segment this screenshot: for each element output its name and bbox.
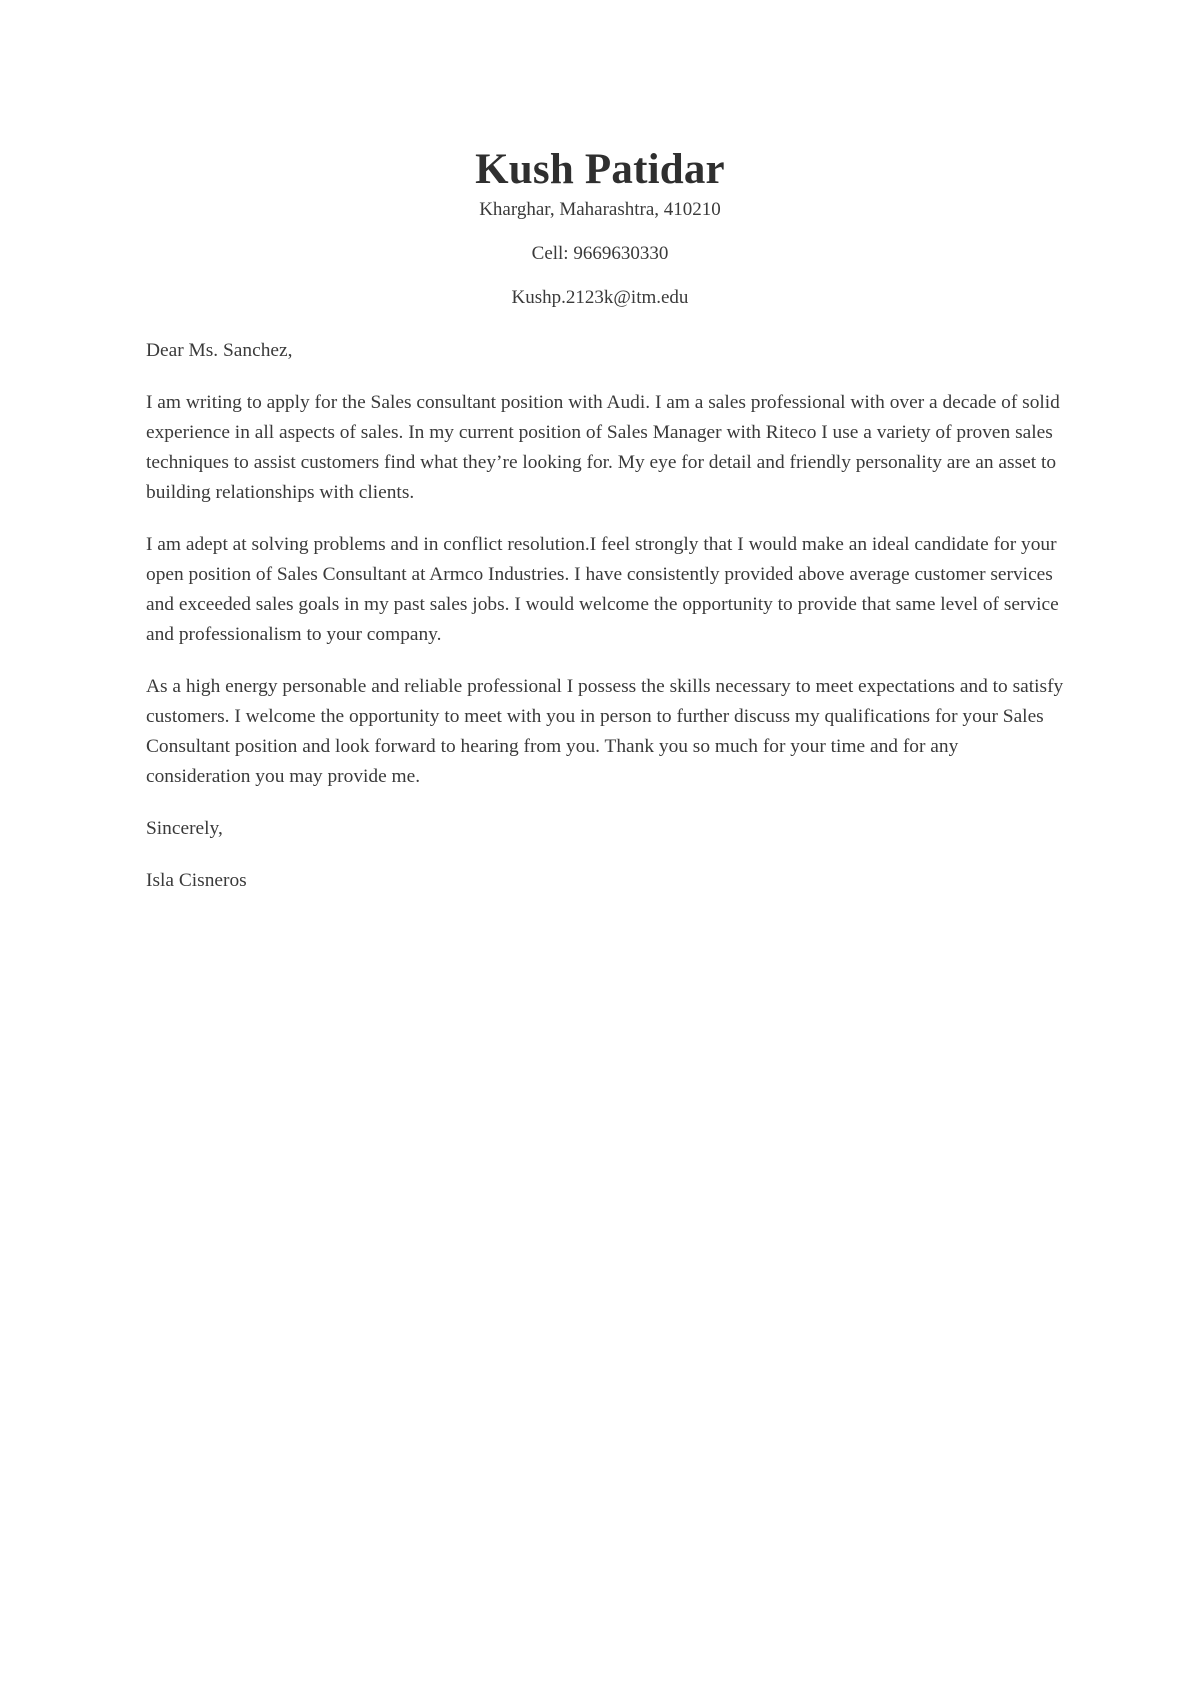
salutation: Dear Ms. Sanchez, [146,340,293,361]
body-paragraph-3: As a high energy personable and reliable professional I possess the skills necessary to meet expectations and to satisfy customers. I welcome the opportunity to meet with you in person to further discuss my qualifications for your Sales Consultant position and look forward to hearing from you. Thank you so much for your time and for any consideration you may provide me. [146,676,1064,787]
body-paragraph-2: I am adept at solving problems and in conflict resolution.I feel strongly that I would make an ideal candidate for your open position of Sales Consultant at Armco Industries. I have consistently provided above average customer services and exceeded sales goals in my past sales jobs. I would welcome the opportunity to provide that same level of service and professionalism to your company. [146,534,1059,645]
sender-email: Kushp.2123k@itm.edu [511,287,689,308]
signature-name: Isla Cisneros [146,870,247,891]
sender-address: Kharghar, Maharashtra, 410210 [479,199,721,220]
letter-header [0,142,1200,310]
body-paragraph-1: I am writing to apply for the Sales consultant position with Audi. I am a sales professional with over a decade of solid experience in all aspects of sales. In my current position of Sales Manager with Riteco I use a variety of proven sales techniques to assist customers find what they’re looking for. My eye for detail and friendly personality are an asset to building relationships with clients. [146,392,1060,503]
sender-phone: Cell: 9669630330 [531,243,669,264]
closing: Sincerely, [146,818,223,839]
sender-name: Kush Patidar [475,146,725,193]
letter-body [146,336,1066,918]
